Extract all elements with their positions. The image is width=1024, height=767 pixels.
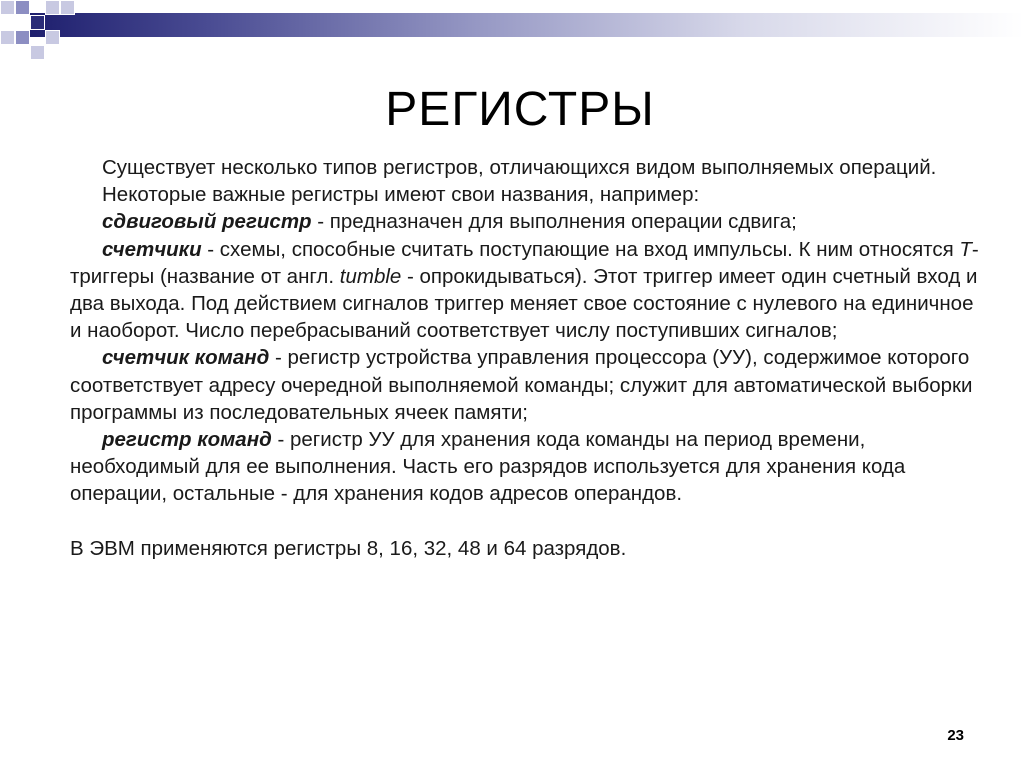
- definition-text: - регистр УУ для хранения кода команды на период времени, необходимый для ее выполнения. Часть его разрядов используется для хранения кода операции, остальные - для хранения кодов адресов операндов.: [70, 428, 906, 506]
- italic-word-tumble: tumble: [339, 264, 402, 288]
- paragraph-counters: [70, 236, 990, 345]
- term-instruction-register: регистр команд: [102, 428, 272, 452]
- paragraph-intro: Существует несколько типов регистров, отличающихся видом выполняемых операций.: [102, 156, 937, 179]
- slide-body: [70, 154, 990, 562]
- definition-text: - схемы, способные считать поступающие на вход импульсы. К ним относятся: [201, 237, 960, 261]
- decor-square: [30, 45, 45, 60]
- decor-square: [60, 0, 75, 15]
- header-gradient-band: [30, 13, 1024, 37]
- decor-square: [15, 0, 30, 15]
- paragraph-program-counter: [70, 344, 990, 426]
- decor-square: [45, 0, 60, 15]
- definition-text: - опрокидываться). Этот триггер имеет один счетный вход и два выхода. Под действием сигналов триггер меняет свое состояние с нулевого на единичное и наоборот. Число перебрасываний соответствует числу поступивших сигналов;: [70, 264, 978, 343]
- paragraph-instruction-register: [70, 426, 990, 508]
- decor-square: [15, 30, 30, 45]
- decor-square: [0, 30, 15, 45]
- slide-title: РЕГИСТРЫ: [385, 83, 655, 136]
- paragraph-names: Некоторые важные регистры имеют свои названия, например:: [102, 183, 700, 207]
- term-program-counter: счетчик команд: [102, 346, 270, 370]
- definition-text: -триггеры (название от англ.: [70, 237, 979, 288]
- italic-t-letter: Т: [959, 237, 972, 261]
- decor-square: [45, 30, 60, 45]
- paragraph-shift-register: [70, 208, 990, 235]
- definition-text: - предназначен для выполнения операции сдвига;: [311, 210, 797, 234]
- paragraph-register-sizes: В ЭВМ применяются регистры 8, 16, 32, 48 и 64 разрядов.: [70, 536, 627, 560]
- decor-square: [30, 15, 45, 30]
- definition-text: - регистр устройства управления процессора (УУ), содержимое которого соответствует адресу очередной выполняемой команды; служит для автоматической выборки программы из последовательных ячеек памяти;: [70, 346, 973, 424]
- page-number: 23: [947, 727, 964, 744]
- term-shift-register: сдвиговый регистр: [102, 210, 312, 234]
- decor-square: [0, 0, 15, 15]
- term-counters: счетчики: [102, 237, 202, 261]
